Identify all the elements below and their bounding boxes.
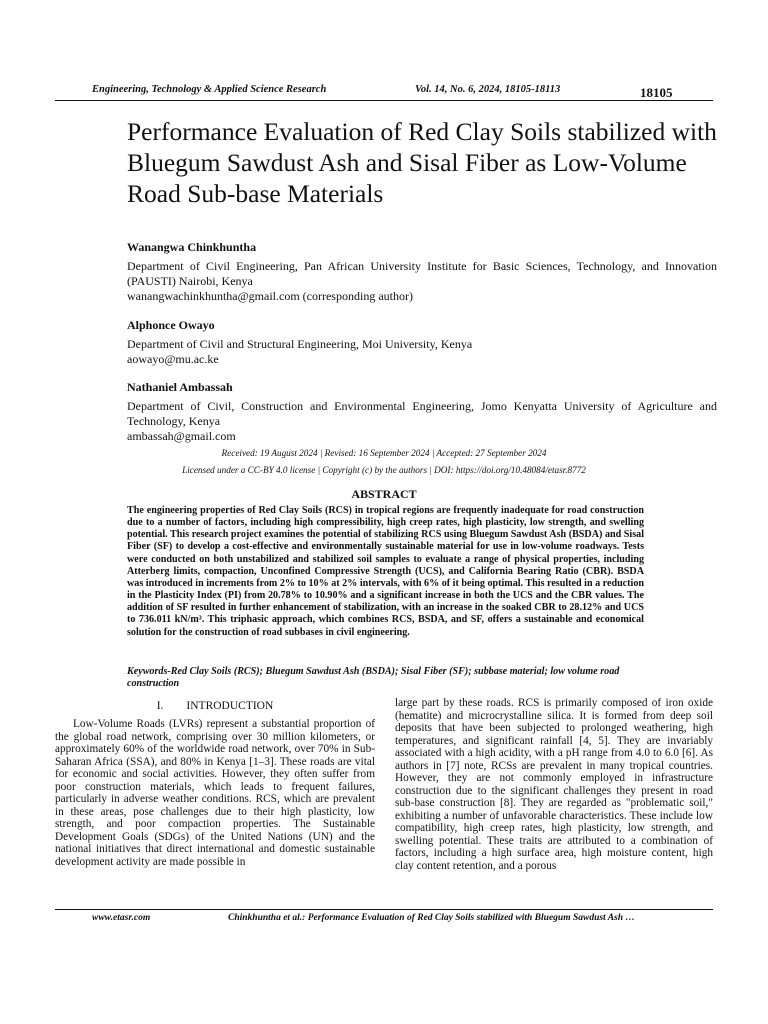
header-rule <box>55 100 713 101</box>
author-name: Wanangwa Chinkhuntha <box>127 240 257 254</box>
author-email: aowayo@mu.ac.ke <box>127 352 219 366</box>
intro-left-column: Low-Volume Roads (LVRs) represent a substantial proportion of the global road network, comprising over 30 million kilometers, or approximately 60% of the worldwide road network, over 70% in Sub-Saharan Africa (SSA), and 80% in Kenya [1–3]. These roads are vital for economic and social activities. However, they often suffer from poor construction materials, which leads to frequent failures, particularly in adverse weather conditions. RCS, which are prevalent in these areas, pose challenges due to their high plasticity, low strength, and poor compaction properties. The Sustainable Development Goals (SDGs) of the United Nations (UN) and the national initiatives that direct international and domestic sustainable development activity are made possible in <box>55 718 375 868</box>
author-email: ambassah@gmail.com <box>127 429 236 443</box>
author-affiliation: Department of Civil, Construction and Environmental Engineering, Jomo Kenyatta University of Agriculture and Technology, Kenya <box>127 399 717 428</box>
journal-name: Engineering, Technology & Applied Science Research <box>92 84 327 95</box>
author-email: wanangwachinkhuntha@gmail.com (corresponding author) <box>127 289 413 303</box>
footer-website: www.etasr.com <box>92 913 151 923</box>
footer-running-title: Chinkhuntha et al.: Performance Evaluation of Red Clay Soils stabilized with Bluegum Sawdust Ash … <box>228 913 635 923</box>
author-block-3 <box>127 380 717 444</box>
page-number: 18105 <box>640 85 673 100</box>
keywords: Keywords-Red Clay Soils (RCS); Bluegum Sawdust Ash (BSDA); Sisal Fiber (SF); subbase material; low volume road construction <box>127 666 620 690</box>
license-line: Licensed under a CC-BY 4.0 license | Copyright (c) by the authors | DOI: https://doi.org/10.48084/etasr.8772 <box>182 465 586 475</box>
author-affiliation: Department of Civil Engineering, Pan African University Institute for Basic Sciences, Technology, and Innovation (PAUSTI) Nairobi, Kenya <box>127 259 717 288</box>
submission-dates: Received: 19 August 2024 | Revised: 16 September 2024 | Accepted: 27 September 2024 <box>221 448 547 458</box>
author-affiliation: Department of Civil and Structural Engineering, Moi University, Kenya <box>127 337 473 351</box>
intro-right-column: large part by these roads. RCS is primarily composed of iron oxide (hematite) and microcrystalline silica. It is formed from deep soil deposits that have been subjected to prolonged weathering, high temperatures, and significant rainfall [4, 5]. They are invariably associated with a high acidity, with a pH range from 4.0 to 6.0 [6]. As authors in [7] note, RCSs are prevalent in many tropical countries. However, they are not commonly employed in infrastructure construction due to the significant challenges they present in road sub-base construction [8]. They are regarded as "problematic soil," exhibiting a number of unfavorable characteristics. These include low compatibility, high creep rates, high plasticity, low strength, and swelling potential. These traits are attributed to a combination of factors, including a high surface area, high moisture content, high clay content retention, and a porous <box>395 697 713 872</box>
author-name: Nathaniel Ambassah <box>127 380 233 394</box>
section-heading-introduction: I. INTRODUCTION <box>156 700 274 712</box>
footer-rule <box>55 909 713 910</box>
author-block-2 <box>127 318 717 367</box>
volume-info: Vol. 14, No. 6, 2024, 18105-18113 <box>415 84 561 95</box>
author-name: Alphonce Owayo <box>127 318 215 332</box>
abstract-heading: ABSTRACT <box>351 487 417 501</box>
paper-title: Performance Evaluation of Red Clay Soils stabilized with Bluegum Sawdust Ash and Sisal Fiber as Low-Volume Road Sub-base Materials <box>127 117 717 208</box>
author-block-1 <box>127 240 717 304</box>
abstract-text: The engineering properties of Red Clay Soils (RCS) in tropical regions are frequently inadequate for road construction due to a number of factors, including high compressibility, high creep rates, high plasticity, low strength, and swelling potential. This research project examines the potential of stabilizing RCS using Bluegum Sawdust Ash (BSDA) and Sisal Fiber (SF) to develop a cost-effective and environmentally sustainable material for use in low-volume roadways. Tests were conducted on both unstabilized and stabilized soil samples to evaluate a range of physical properties, including Atterberg limits, compaction, Unconfined Compressive Strength (UCS), and California Bearing Ratio (CBR). BSDA was introduced in increments from 2% to 10% at 2% intervals, with 6% of it being optimal. This resulted in a reduction in the Plasticity Index (PI) from 20.78% to 10.90% and a significant increase in both the UCS and the CBR values. The addition of SF resulted in further enhancement of stabilization, with an increase in the soaked CBR to 28.12% and UCS to 736.011 kN/m³. This triphasic approach, which combines RCS, BSDA, and SF, offers a sustainable and economical solution for the construction of road subbases in civil engineering. <box>127 505 644 638</box>
